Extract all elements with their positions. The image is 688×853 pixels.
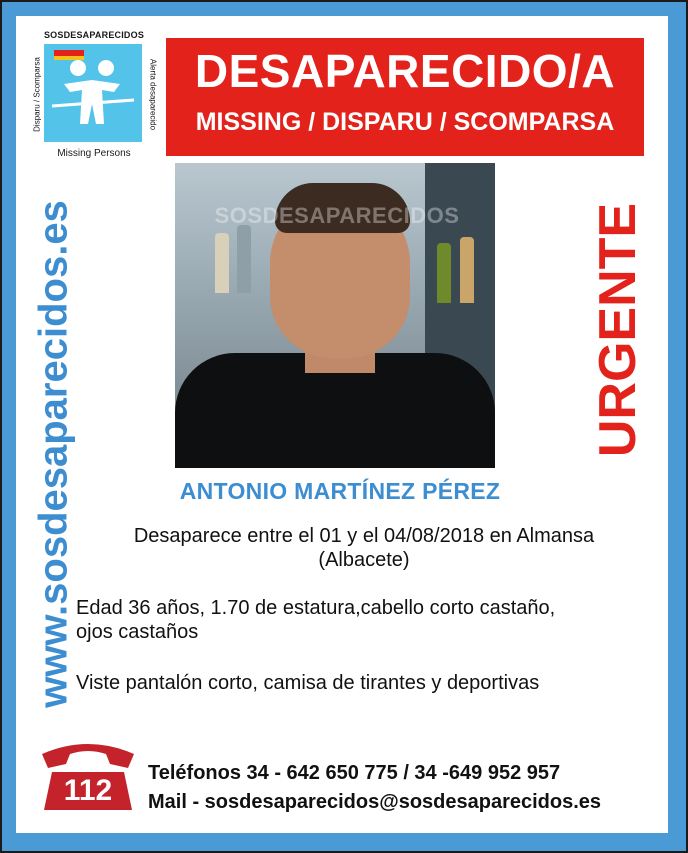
logo-top-text: SOSDESAPARECIDOS	[43, 30, 145, 40]
clothing-description: Viste pantalón corto, camisa de tirantes y deportivas	[76, 672, 540, 694]
disappearance-info: Desaparece entre el 01 y el 04/08/2018 en Almansa	[133, 525, 595, 547]
logo-left-text: Disparu / Scomparsa	[32, 57, 42, 132]
bottle-shape	[237, 225, 251, 293]
page-title: DESAPARECIDO/A	[194, 45, 616, 97]
person-photo	[175, 163, 495, 468]
contact-phones: Teléfonos 34 - 642 650 775 / 34 -649 952 957	[148, 762, 561, 784]
bottle-shape	[437, 243, 451, 303]
logo-emblem	[44, 44, 142, 142]
logo-bottom-text: Missing Persons	[57, 148, 131, 159]
header-banner	[166, 38, 644, 156]
physical-description-cont: ojos castaños	[76, 621, 199, 643]
website-url: www.sosdesaparecidos.es	[31, 200, 76, 708]
contact-mail: Mail - sosdesaparecidos@sosdesaparecidos.es	[148, 791, 602, 813]
bottle-shape	[215, 233, 229, 293]
person-name: ANTONIO MARTÍNEZ PÉREZ	[179, 478, 501, 504]
disappearance-location: (Albacete)	[318, 549, 410, 571]
page-subtitle: MISSING / DISPARU / SCOMPARSA	[195, 108, 615, 136]
people-emblem-icon	[44, 44, 142, 142]
physical-description: Edad 36 años, 1.70 de estatura,cabello corto castaño,	[76, 597, 556, 619]
urgent-label: URGENTE	[589, 202, 647, 458]
bottle-shape	[460, 237, 474, 303]
sosdesaparecidos-logo	[30, 30, 158, 158]
logo-right-text: Alerta desaparecido	[148, 58, 158, 131]
emergency-number: 112	[63, 774, 113, 807]
photo-watermark: SOSDESAPARECIDOS	[214, 203, 460, 228]
emergency-phone	[36, 740, 140, 818]
